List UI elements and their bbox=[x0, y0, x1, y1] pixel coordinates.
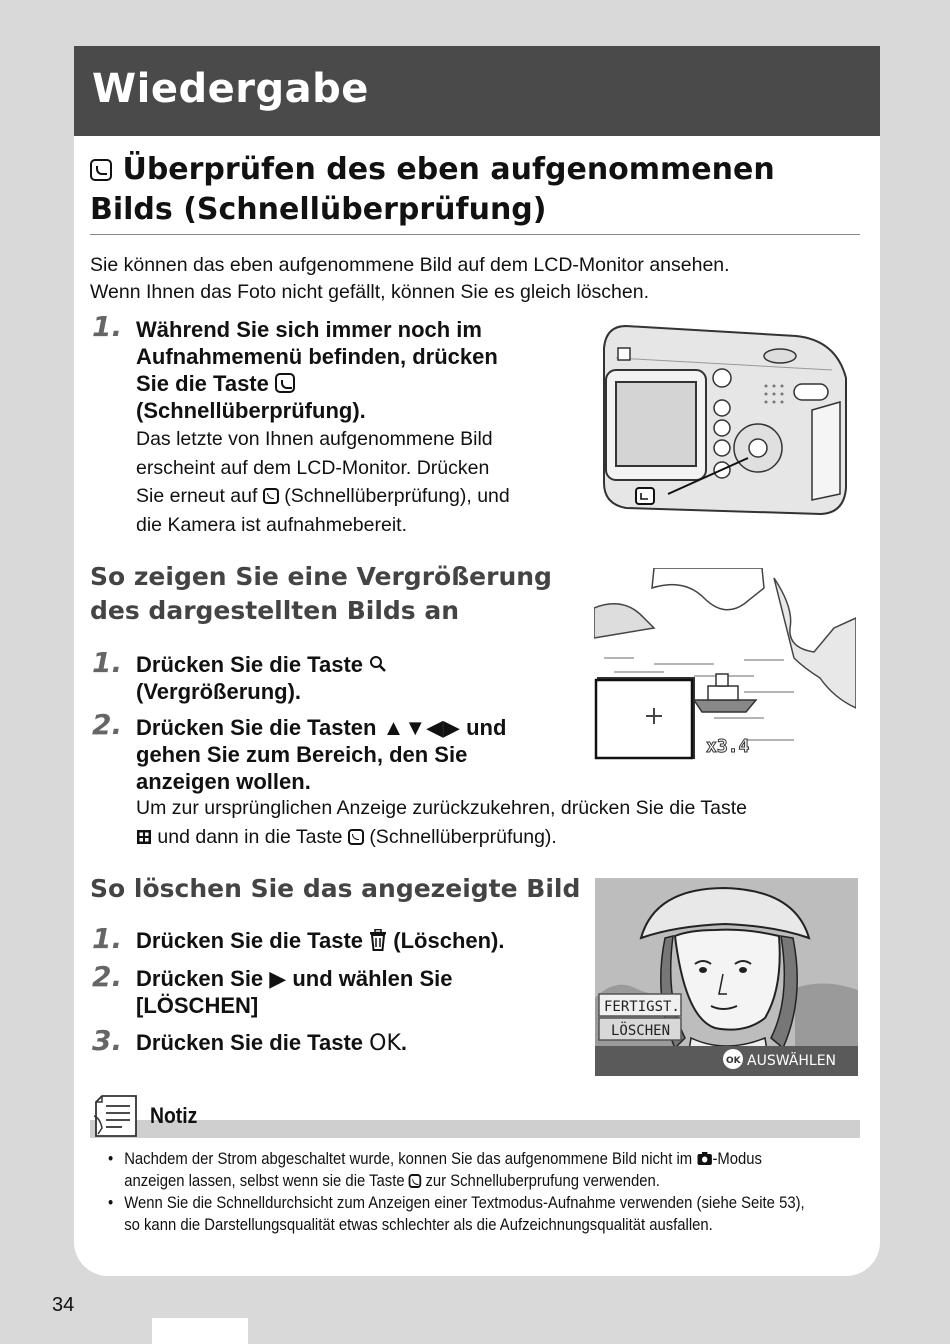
note-item1-d: zur Schnelluberprufung verwenden. bbox=[425, 1172, 660, 1190]
delete-step3-dot: . bbox=[400, 1030, 408, 1055]
quick-review-icon bbox=[348, 829, 364, 845]
enlarge-step2-line3: anzeigen wollen. bbox=[136, 769, 311, 794]
enlarge-body-line2a: und dann in die Taste bbox=[157, 825, 343, 848]
thumbnail-grid-icon bbox=[136, 829, 152, 845]
enlarge-heading-line2: des dargestellten Bilds an bbox=[90, 596, 460, 625]
note-bar bbox=[90, 1120, 860, 1138]
page-number: 34 bbox=[52, 1294, 75, 1316]
delete-step1-instruction bbox=[136, 927, 505, 954]
delete-step1-text-a: Drücken Sie die Taste bbox=[136, 928, 364, 953]
delete-step2-text-a: Drücken Sie bbox=[136, 966, 264, 991]
step-review-description bbox=[136, 425, 586, 539]
step-review-line3: Sie die Taste bbox=[136, 371, 269, 396]
section-title bbox=[90, 150, 860, 230]
delete-step2-line2: [LÖSCHEN] bbox=[136, 993, 259, 1018]
step-review-line4: (Schnellüberprüfung). bbox=[136, 398, 366, 423]
select-label: AUSWÄHLEN bbox=[747, 1053, 837, 1069]
section-title-line1: Überprüfen des eben aufgenommenen bbox=[122, 152, 775, 187]
step-review-line2: Aufnahmemenü befinden, drücken bbox=[136, 344, 498, 369]
trash-icon bbox=[369, 929, 387, 951]
step-review-body3b: (Schnellüberprüfung), und bbox=[284, 485, 510, 507]
step-review-body2: erscheint auf dem LCD-Monitor. Drücken bbox=[136, 456, 490, 479]
ok-button-label: OK bbox=[369, 1031, 401, 1056]
note-item2-line1: Wenn Sie die Schnelldurchsicht zum Anzeigen einer Textmodus-Aufnahme verwenden (siehe Seite 53), bbox=[124, 1194, 805, 1212]
enlarge-step2-instruction bbox=[136, 714, 586, 795]
intro-paragraph bbox=[90, 252, 850, 306]
delete-step2-text-b: und wählen Sie bbox=[292, 966, 453, 991]
note-item bbox=[108, 1148, 862, 1192]
delete-step1-text-b: (Löschen). bbox=[393, 928, 505, 953]
right-arrow-icon: ▶ bbox=[269, 966, 287, 991]
enlarge-step2-line1b: und bbox=[466, 715, 507, 740]
note-icon bbox=[92, 1094, 140, 1138]
note-item1-a: Nachdem der Strom abgeschaltet wurde, konnen Sie das aufgenommene Bild nicht im bbox=[124, 1150, 693, 1168]
delete-step3-instruction bbox=[136, 1029, 407, 1057]
step-review-line1: Während Sie sich immer noch im bbox=[136, 317, 482, 342]
delete-heading: So löschen Sie das angezeigte Bild bbox=[90, 874, 581, 903]
section-title-line2: Bilds (Schnellüberprüfung) bbox=[90, 192, 547, 227]
note-item1-b: -Modus bbox=[712, 1150, 762, 1168]
delete-step1-number: 1. bbox=[92, 922, 123, 955]
delete-step2-instruction bbox=[136, 965, 576, 1019]
quick-review-icon bbox=[275, 373, 295, 393]
enlarge-heading-line1: So zeigen Sie eine Vergrößerung bbox=[90, 562, 552, 591]
enlarge-step2-number: 2. bbox=[92, 708, 123, 741]
arrow-keys-icon: ▲▼◀▶ bbox=[382, 715, 460, 740]
menu-item-finish: FERTIGST. bbox=[604, 999, 680, 1015]
footer-tab bbox=[152, 1318, 248, 1344]
delete-step2-number: 2. bbox=[92, 960, 123, 993]
intro-line2: Wenn Ihnen das Foto nicht gefällt, können Sie es gleich löschen. bbox=[90, 281, 649, 303]
menu-item-delete: LÖSCHEN bbox=[611, 1023, 671, 1039]
chapter-title: Wiedergabe bbox=[92, 66, 369, 112]
delete-step3-text-a: Drücken Sie die Taste bbox=[136, 1030, 364, 1055]
camera-illustration bbox=[596, 318, 854, 518]
enlarge-step1-line2: (Vergrößerung). bbox=[136, 679, 302, 704]
quick-review-icon bbox=[263, 488, 279, 504]
enlarge-step1-instruction bbox=[136, 651, 576, 705]
enlarge-body-line1: Um zur ursprünglichen Anzeige zurückzukehren, drücken Sie die Taste bbox=[136, 797, 747, 819]
step-review-instruction bbox=[136, 316, 576, 424]
quick-review-icon bbox=[90, 159, 112, 181]
zoom-level-label: x3.4 bbox=[706, 736, 750, 757]
ok-badge-icon: OK bbox=[726, 1056, 741, 1066]
enlarge-heading bbox=[90, 560, 552, 628]
intro-line1: Sie können das eben aufgenommene Bild auf dem LCD-Monitor ansehen. bbox=[90, 254, 730, 276]
step-number: 1. bbox=[92, 310, 123, 343]
step-review-body3a: Sie erneut auf bbox=[136, 485, 258, 507]
enlarged-image-illustration bbox=[594, 568, 856, 766]
enlarge-step2-description bbox=[136, 794, 856, 851]
step-review-body4: die Kamera ist aufnahmebereit. bbox=[136, 513, 407, 536]
note-item1-c: anzeigen lassen, selbst wenn sie die Taste bbox=[124, 1172, 405, 1190]
camera-mode-icon bbox=[696, 1151, 712, 1166]
enlarge-body-line2b: (Schnellüberprüfung). bbox=[369, 825, 557, 848]
enlarge-step1-number: 1. bbox=[92, 646, 123, 679]
note-label: Notiz bbox=[150, 1103, 198, 1128]
delete-step3-number: 3. bbox=[92, 1024, 123, 1057]
enlarge-step2-line2: gehen Sie zum Bereich, den Sie bbox=[136, 742, 468, 767]
step-review-body1: Das letzte von Ihnen aufgenommene Bild bbox=[136, 428, 493, 450]
enlarge-step1-line1: Drücken Sie die Taste bbox=[136, 652, 364, 677]
quick-review-icon bbox=[409, 1174, 422, 1188]
note-item2-line2: so kann die Darstellungsqualität etwas schlechter als die Aufzeichnungsqualität ausfallen. bbox=[124, 1216, 713, 1234]
enlarge-step2-line1a: Drücken Sie die Tasten bbox=[136, 715, 377, 740]
note-list bbox=[108, 1148, 853, 1236]
delete-screen-illustration bbox=[595, 878, 858, 1076]
note-item bbox=[108, 1192, 862, 1236]
title-divider bbox=[90, 234, 860, 235]
chapter-header bbox=[74, 46, 880, 136]
zoom-icon bbox=[369, 655, 387, 673]
